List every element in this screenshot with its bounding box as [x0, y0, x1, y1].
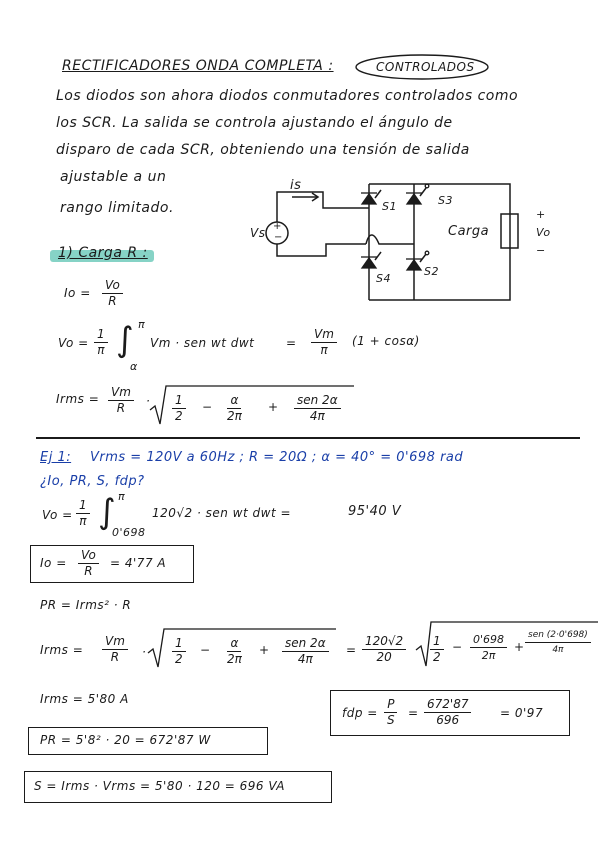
- ex-fdp-equals: =: [408, 706, 419, 720]
- intro-line-1: Los diodos son ahora diodos conmutadores controlados como: [56, 88, 519, 104]
- circuit-s1: S1: [382, 200, 397, 213]
- ex-irms-result: Irms = 5'80 A: [40, 692, 129, 706]
- circuit-vo-label: Vo: [536, 226, 551, 239]
- io-fraction: [102, 278, 123, 309]
- ex-irms-t2-den: 2π: [227, 652, 242, 666]
- circuit-is-label: is: [290, 178, 302, 193]
- irms-prefactor: [108, 385, 134, 416]
- irms-term3: [294, 393, 341, 424]
- io-den: R: [108, 294, 117, 308]
- ex-irms-t3-den: 4π: [297, 652, 313, 666]
- ex-irms-t2-num: α: [227, 636, 241, 652]
- ex-io-num: Vo: [78, 548, 99, 564]
- irms-plus: +: [268, 400, 279, 414]
- intro-line-2: los SCR. La salida se controla ajustando el ángulo de: [56, 115, 453, 131]
- irms-t2-num: α: [227, 393, 241, 409]
- ex-irms-t3-num: sen 2α: [282, 636, 329, 652]
- vo-lower-limit: α: [130, 360, 138, 373]
- irms-t1-num: 1: [172, 393, 186, 409]
- vo-integrand: Vm · sen wt dwt: [150, 336, 255, 350]
- vo-result-tail: (1 + cosα): [352, 334, 420, 348]
- ex-irms-n-minus: −: [452, 640, 463, 654]
- ex-vo-result: 95'40 V: [348, 504, 402, 519]
- ex-irms-t1-num: 1: [172, 636, 186, 652]
- ex-irms-equals: =: [346, 643, 357, 657]
- ex-irms-n-term3: [525, 628, 591, 657]
- ex-fdp-result: = 0'97: [500, 706, 544, 720]
- irms-pre-num: Vm: [108, 385, 134, 401]
- irms-pre-den: R: [116, 401, 126, 415]
- vo-result-fraction: [311, 327, 337, 358]
- irms-term1: [172, 393, 186, 424]
- ex-fdp-fraction2: [424, 697, 471, 728]
- irms-minus: −: [202, 400, 213, 414]
- ex-fdp-den: S: [387, 713, 395, 727]
- ex-io-den: R: [84, 564, 93, 578]
- ex-fdp-lhs: fdp =: [342, 706, 378, 720]
- example-question: ¿Io, PR, S, fdp?: [40, 474, 145, 489]
- irms-t1-den: 2: [175, 409, 183, 423]
- ex-io-fraction: [78, 548, 99, 579]
- ex-vo-integral-sign: ∫: [98, 492, 117, 532]
- irms-t3-num: sen 2α: [294, 393, 341, 409]
- circuit-vs-plus: +: [273, 221, 282, 232]
- example-label: Ej 1:: [40, 450, 72, 465]
- ex-fdp-fraction: [384, 697, 398, 728]
- ex-s-result: S = Irms · Vrms = 5'80 · 120 = 696 VA: [34, 779, 285, 793]
- intro-line-5: rango limitado.: [60, 200, 174, 216]
- ex-fdp-den2: 696: [436, 713, 460, 727]
- vo-pre-den: π: [97, 343, 105, 357]
- vo-pre-num: 1: [94, 327, 108, 343]
- irms-lhs: Irms =: [56, 392, 100, 406]
- ex-irms-term2: [224, 636, 245, 667]
- circuit-vo-minus: −: [536, 244, 546, 257]
- circuit-s3: S3: [438, 194, 453, 207]
- ex-vo-pre-den: π: [79, 514, 87, 528]
- section-divider: [36, 437, 580, 439]
- ex-vo-upper-limit: π: [118, 490, 126, 503]
- ex-irms-dot: ·: [142, 645, 147, 659]
- vo-integral-sign: ∫: [116, 320, 135, 360]
- intro-line-3: disparo de cada SCR, obteniendo una tensión de salida: [56, 142, 470, 158]
- irms-t3-den: 4π: [309, 409, 325, 423]
- ex-irms-n-term1: [430, 634, 444, 665]
- ex-irms-minus: −: [200, 643, 211, 657]
- ex-vo-lhs: Vo =: [42, 508, 73, 522]
- ex-io-lhs: Io =: [40, 556, 67, 570]
- circuit-vs-label: Vs: [250, 226, 266, 240]
- vo-res-num: Vm: [311, 327, 337, 343]
- ex-irms-n-t1-den: 2: [433, 650, 441, 664]
- ex-irms-n-t3-den: 4π: [552, 645, 564, 655]
- ex-irms-n-t2-num: 0'698: [470, 632, 507, 648]
- ex-vo-pre-num: 1: [76, 498, 90, 514]
- ex-irms-n-t1-num: 1: [430, 634, 444, 650]
- ex-irms-n-num: 120√2: [362, 634, 406, 650]
- ex-vo-prefactor: [76, 498, 90, 529]
- ex-irms-n-den: 20: [376, 650, 392, 664]
- ex-fdp-num2: 672'87: [424, 697, 471, 713]
- io-lhs: Io =: [64, 286, 91, 300]
- scr-bridge-circuit: [248, 172, 558, 312]
- section-heading: 1) Carga R :: [58, 245, 148, 261]
- example-given: Vrms = 120V a 60Hz ; R = 20Ω ; α = 40° = 0'698 rad: [90, 450, 464, 465]
- vo-prefactor: [94, 327, 108, 358]
- ex-irms-n-term2: [470, 632, 507, 663]
- ex-irms-n-plus: +: [514, 640, 525, 654]
- ex-irms-n-t2-den: 2π: [481, 649, 496, 662]
- intro-line-4: ajustable a un: [60, 169, 167, 185]
- ex-fdp-num: P: [384, 697, 397, 713]
- ex-irms-pre-den: R: [110, 650, 120, 664]
- circuit-vo-plus: +: [536, 208, 546, 221]
- ex-irms-n-t3-num: sen (2·0'698): [525, 628, 591, 643]
- vo-upper-limit: π: [138, 318, 146, 331]
- ex-irms-pre-num: Vm: [102, 634, 128, 650]
- circuit-load-label: Carga: [448, 224, 490, 239]
- ex-irms-lhs: Irms =: [40, 643, 84, 657]
- ex-vo-integrand: 120√2 · sen wt dwt =: [152, 506, 292, 520]
- ex-irms-plus: +: [259, 643, 270, 657]
- ex-pr-result: PR = 5'8² · 20 = 672'87 W: [40, 733, 211, 747]
- ex-irms-numeric-prefactor: [362, 634, 406, 665]
- io-num: Vo: [102, 278, 123, 294]
- irms-dot: ·: [146, 394, 151, 408]
- page-title: RECTIFICADORES ONDA COMPLETA :: [62, 58, 334, 74]
- circuit-s2: S2: [424, 265, 439, 278]
- vo-equals: =: [286, 336, 297, 350]
- ex-io-result: = 4'77 A: [110, 556, 167, 570]
- ex-irms-t1-den: 2: [175, 652, 183, 666]
- irms-t2-den: 2π: [227, 409, 242, 423]
- circuit-vs-minus: −: [274, 232, 283, 243]
- ex-pr-formula: PR = Irms² · R: [40, 598, 132, 612]
- ex-vo-lower-limit: 0'698: [112, 526, 146, 539]
- ex-irms-prefactor: [102, 634, 128, 665]
- title-tag: CONTROLADOS: [376, 60, 475, 74]
- vo-lhs: Vo =: [58, 336, 89, 350]
- irms-term2: [224, 393, 245, 424]
- circuit-s4: S4: [376, 272, 391, 285]
- ex-irms-term1: [172, 636, 186, 667]
- ex-irms-term3: [282, 636, 329, 667]
- vo-res-den: π: [320, 343, 328, 357]
